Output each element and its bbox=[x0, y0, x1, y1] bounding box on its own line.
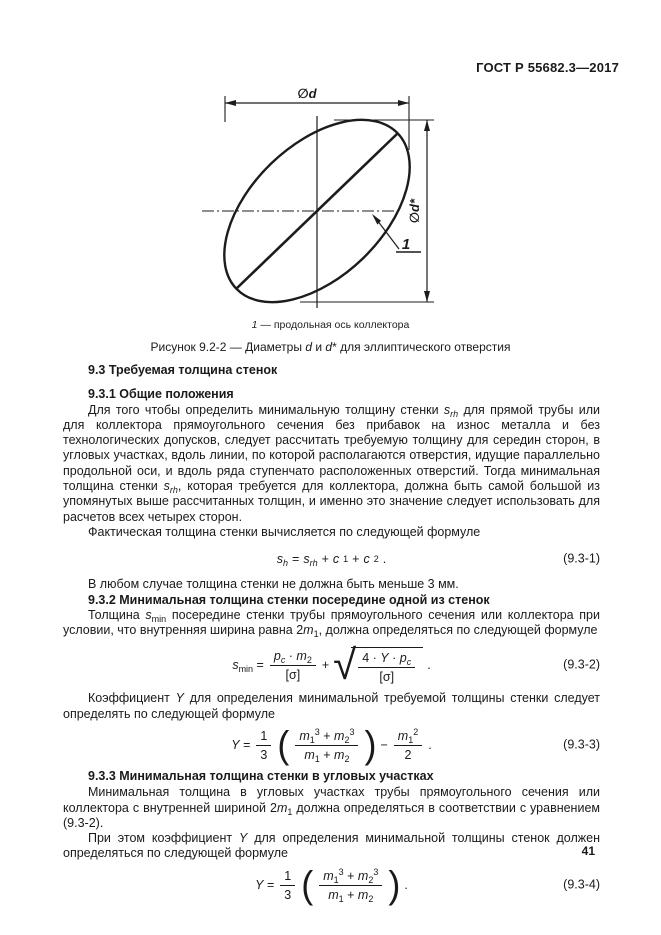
minus-operator: − bbox=[380, 737, 388, 752]
section-heading-9-3-3: 9.3.3 Минимальная толщина стенки в угловых участках bbox=[88, 768, 434, 783]
paragraph-931-actual: Фактическая толщина стенки вычисляется по следующей формуле bbox=[88, 524, 481, 539]
fraction: $\frac{m_1^3 + m_2^3}{m_1 + m_2}$ bbox=[295, 729, 358, 762]
fraction: $\frac{1}{3}$ bbox=[280, 869, 295, 902]
fraction: $\frac{4 \cdot Y \cdot p_c}{[\sigma]}$ bbox=[358, 651, 415, 684]
dim-dstar-label: ∅d* bbox=[407, 198, 422, 224]
fraction: $\frac{p_c \cdot m_2}{[\sigma]}$ bbox=[270, 649, 316, 682]
page-number: 41 bbox=[581, 844, 595, 858]
fraction: $\frac{m_1^3 + m_2^3}{m_1 + m_2}$ bbox=[319, 869, 382, 902]
square-root bbox=[333, 641, 423, 689]
fraction: $\frac{1}{3}$ bbox=[256, 729, 271, 762]
close-paren: ) bbox=[388, 862, 401, 907]
formula-9-3-1-body: $s_h$ = $s_{rh}$ + c 1 + c 2 . bbox=[276, 551, 387, 568]
paragraph-932-coef: Коэффициент Y для определения минимальной требуемой толщины стенки следует определять по следующей формуле bbox=[63, 691, 600, 721]
document-header-code: ГОСТ Р 55682.3—2017 bbox=[476, 60, 619, 75]
formula-9-3-3-body bbox=[231, 723, 432, 767]
formula-lhs: Y = bbox=[231, 737, 251, 752]
paragraph-931-intro: Для того чтобы определить минимальную толщину стенки $s_{rh}$ для прямой трубы или для коллектора прямоугольного сечения без прибавок на износ металла и без технологических допусков, следует рассчитать требуемую толщину для середин сторон, в угловых участках, вдоль линии, по которой располагаются отверстия, идущие параллельно продольной оси, и вдоль ряда ступенчато расположенных отверстий. Тогда минимальная толщина стенки $s_{rh}$, которая требуется для коллектора, должна быть самой большой из упомянутых выше рассчитанных толщин, и именно это значение следует использовать для расчетов всех четырех сторон. bbox=[63, 402, 601, 524]
dim-dstar-arrow-top bbox=[424, 120, 430, 131]
formula-lhs: $s_{min}$ = bbox=[232, 657, 264, 674]
document-body bbox=[63, 363, 600, 908]
figure-ellipse-drawing bbox=[170, 85, 470, 325]
radical-sign-icon: √ bbox=[333, 641, 357, 689]
fraction: $\frac{m_1^2}{2}$ bbox=[394, 729, 422, 762]
formula-9-3-2-body bbox=[232, 641, 431, 689]
formula-lhs: Y = bbox=[255, 877, 275, 892]
figure-legend: 1 — продольная ось коллектора bbox=[251, 319, 410, 331]
section-heading-9-3: 9.3 Требуемая толщина стенок bbox=[88, 363, 278, 377]
formula-9-3-1-number: (9.3-1) bbox=[563, 551, 600, 566]
plus-operator: + bbox=[321, 657, 330, 672]
position-1-label: 1 bbox=[401, 236, 411, 253]
paragraph-931-min3mm: В любом случае толщина стенки не должна быть меньше 3 мм. bbox=[88, 577, 459, 592]
formula-9-3-4-body bbox=[255, 862, 408, 907]
formula-9-3-3-number: (9.3-3) bbox=[563, 737, 600, 752]
open-paren: ( bbox=[277, 723, 290, 767]
open-paren: ( bbox=[301, 862, 314, 907]
formula-period: . bbox=[427, 657, 431, 672]
formula-9-3-1 bbox=[63, 547, 600, 571]
formula-period: . bbox=[428, 737, 432, 752]
section-heading-9-3-1: 9.3.1 Общие положения bbox=[88, 387, 234, 402]
dim-dstar-arrow-bottom bbox=[424, 291, 430, 302]
formula-9-3-3 bbox=[63, 723, 600, 767]
paragraph-933-coef: При этом коэффициент Y для определения минимальной толщины стенок должен определяться по следующей формуле bbox=[63, 831, 600, 861]
dim-d-arrow-left bbox=[225, 100, 236, 106]
paragraph-933-intro: Минимальная толщина в угловых участках трубы прямоугольного сечения или коллектора с внутренней шириной $2m_1$ должна определяться в соответствии с уравнением (9.3-2). bbox=[63, 785, 600, 830]
dim-d-label: ∅d bbox=[297, 86, 317, 101]
formula-9-3-4 bbox=[63, 862, 600, 907]
formula-period: . bbox=[404, 877, 408, 892]
paragraph-932-intro: Толщина $s_{min}$ посередине стенки трубы прямоугольного сечения или коллектора при условии, что внутренняя ширина равна $2m_1$, должна определяться по следующей формуле bbox=[63, 607, 600, 640]
section-heading-9-3-2: 9.3.2 Минимальная толщина стенки посередине одной из стенок bbox=[88, 592, 490, 607]
figure-caption: Рисунок 9.2-2 — Диаметры d и d* для эллиптического отверстия bbox=[150, 340, 511, 354]
formula-9-3-4-number: (9.3-4) bbox=[563, 877, 600, 892]
formula-9-3-2-number: (9.3-2) bbox=[563, 657, 600, 672]
dim-d-arrow-right bbox=[398, 100, 409, 106]
close-paren: ) bbox=[364, 723, 377, 767]
formula-9-3-2 bbox=[63, 641, 600, 689]
